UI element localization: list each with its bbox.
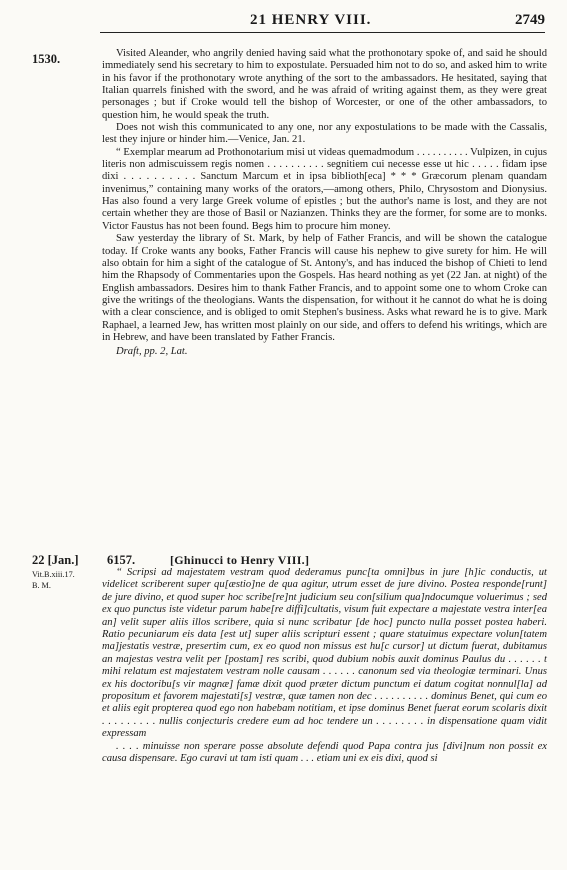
- entry-title: [Ghinucci to Henry VIII.]: [170, 553, 310, 567]
- page-header: [100, 12, 545, 33]
- paragraph: “ Exemplar mearum ad Prothonotarium misi ut videas quemadmodum . . . . . . . . . . Vulpizen, in cujus literis non admiscuissem regis nomen . . . . . . . . . . segnitiem cui necesse esse ut hic . . . . . fidam ipse dixi . . . . . . . . . . Sanctum Marcum et in ipsa biblioth[eca] * * * Græcorum plenam quandam invenimus,” containing many works of the orators,—among others, Philo, Chrysostom and Dionysius. Has also found a very large Greek volume of epistles ; but the author's name is lost, and they are not certain whether they are those of Basil or Nazianzen. Thinks they are the former, for some are to monks. Victor Faustus has not been found. Begs him to procure him money.: [102, 146, 547, 232]
- paragraph: Does not wish this communicated to any one, nor any expostulations to be made with the Cassalis, lest they injure or hinder him.—Venice, Jan. 21.: [102, 122, 547, 146]
- manuscript-reference-line: B. M.: [32, 581, 51, 590]
- latin-paragraph: “ Scripsi ad majestatem vestram quod dederamus punc[ta omni]bus in jure [h]ic conductis, ut videlicet scriberent super qu[æstio]ne de qua agitur, utrum esset de jure divino. Postea responde[runt] de jure divino, et quod super hoc scribe[re]nt judicium seu con[silium qua]ndocumque voluerimus ; sed ex quo punctus iste videtur parum habe[re diffi]cultatis, visum fuit expectare a majestate vestra inter[ea an] velit super aliis illos scribere, quia si nunc scribatur [de hoc] puncto nulla posset postea haberi. Ratio pecuniarum eis data [est ut] super aliis scripturi essent ; quare statuimus expectare volun[tatem ma]jestatis vestræ, presertim cum, ex eo quod non missus est hu[c cursor] ut dictum fuerat, dubitamus an majestas vestra velit per [postam] res scribi, quod dubium nobis auxit dominus Paulus du . . . . . . t mihi relatum est majestatem vestram nolle causam . . . . . . canonum sed via theologiæ terminari. Unus ex his doctoribu[s vir magnæ] famæ dixit quod præter dictum punctum ei datum cogitat nonnul[la] ad propositum et favorem majestati[s] vestræ, quæ tamen non dec . . . . . . . . . . dominus Benet, qui cum eo et aliis egit propterea quod ego non habebam notitiam, et ipse dominus Benet fuerat eorum scolaris dixit . . . . . . . . . nullis conjecturis credere eum ad hoc tendere un . . . . . . . . in dispensatione quam vidit expressam: [102, 567, 547, 740]
- entry-heading: [32, 553, 547, 567]
- latin-paragraph: . . . . minuisse non sperare posse absolute defendi quod Papa contra jus [divi]num non possit ex causa dispensare. Ego curavi ut tam isti quam . . . etiam uni ex eis dixi, quod si: [102, 740, 547, 765]
- manuscript-reference-line: Vit.B.xiii.17.: [32, 570, 75, 579]
- running-title: 21 HENRY VIII.: [250, 12, 372, 28]
- document-source-note: Draft, pp. 2, Lat.: [116, 346, 188, 358]
- paragraph: Saw yesterday the library of St. Mark, by help of Father Francis, and will be shown the catalogue today. If Croke wants any books, Father Francis will cause his nephew to give surety for him. He will also obtain for him a sight of the catalogue of St. Antony's, and has induced the bishop of Chieti to lend him the Rhapsody of Commentaries upon the Gospels. Has heard nothing as yet (22 Jan. at night) of the English ambassadors. Desires him to thank Father Francis, and to appoint some one to whom Croke can give the writings of the theologians. Wants the dispensation, for without it he cannot do what he is doing with a clear conscience, and is obliged to omit Stephen's business. Asks what reward he is to give. Mark Raphael, a learned Jew, has written most plainly on our side, and offers to defend his writings, which are in Hebrew, and have been translated by Father Francis.: [102, 233, 547, 343]
- entry-number: 6157.: [107, 553, 136, 567]
- entry-date: 22 [Jan.]: [32, 553, 79, 567]
- manuscript-reference: [32, 569, 75, 591]
- page-number: 2749: [515, 12, 545, 28]
- year-marginal: 1530.: [32, 52, 61, 66]
- paragraph: Visited Aleander, who angrily denied having said what the prothonotary spoke of, and said he should immediately send his secretary to him to expostulate. Persuaded him not to do so, and asked him to write in his favor if the prothonotary wrote anything of the sort to the ambassadors. He hesitated, saying that Italian quarrels finished with the sword, and he was afraid of writing against them, as they were great personages ; but if Croke would tell the bishop of Worcester, or one of the other ambassadors, to question him, he would speak the truth.: [102, 48, 547, 121]
- latin-letter-text: [102, 567, 547, 766]
- calendar-entry-text: [102, 48, 547, 359]
